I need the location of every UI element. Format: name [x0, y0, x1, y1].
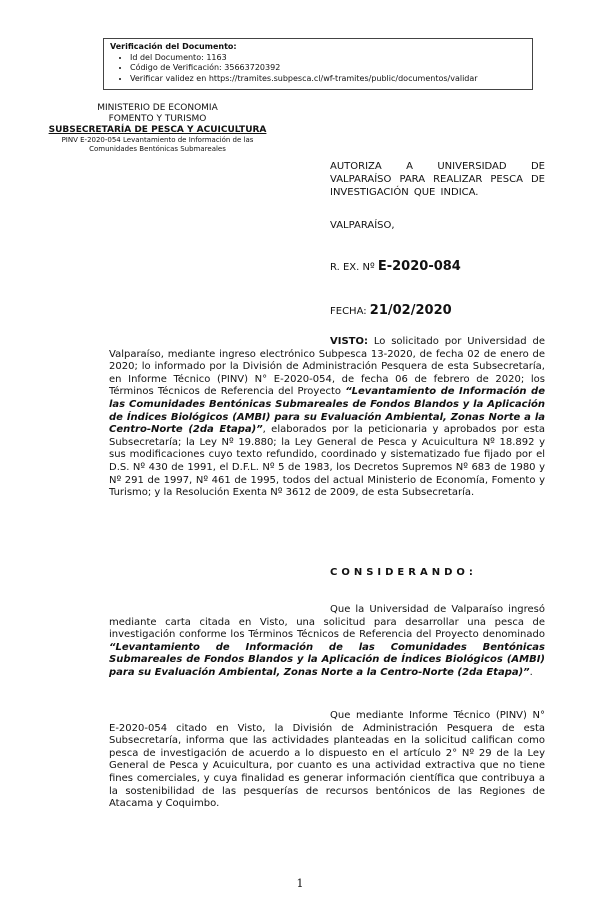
place: VALPARAÍSO,	[330, 220, 395, 231]
p2-text1: Que la Universidad de Valparaíso ingresó mediante carta citada en Visto, una solicitud para desarrollar una pesca de investigación conforme los Términos Técnicos de Referencia del Proyecto denominado	[109, 604, 545, 641]
considerando-heading: CONSIDERANDO:	[330, 567, 477, 578]
resolution-number-line	[330, 259, 461, 274]
verification-list	[110, 53, 526, 85]
p2-project: “Levantamiento de Información de las Comunidades Bentónicas Submareales de Fondos Blandos y la Aplicación de Índices Biológicos (AMBI) para su Evaluación Ambiental, Zonas Norte a la Centro-Norte (2da Etapa)”	[109, 641, 545, 678]
subsecretaria-name: SUBSECRETARÍA DE PESCA Y ACUICULTURA	[48, 125, 267, 135]
visto-lead: VISTO:	[330, 336, 368, 347]
resolution-number: E-2020-084	[377, 259, 461, 274]
pinv-line1: PINV E-2020-054 Levantamiento de Información de las	[61, 136, 254, 144]
p2-text2: .	[529, 666, 533, 678]
verification-id: • Id del Documento: 1163	[130, 53, 526, 64]
ministry-line1: MINISTERIO DE ECONOMIA	[97, 103, 218, 113]
verification-box	[103, 38, 533, 90]
considerando-paragraph-1	[109, 604, 545, 680]
ministry-line2: FOMENTO Y TURISMO	[108, 114, 207, 124]
ministry-header	[20, 103, 295, 154]
date-value: 21/02/2020	[369, 303, 452, 318]
visto-project: “Levantamiento de Información de las Comunidades Bentónicas Submareales de Fondos Blandos y la Aplicación de Índices Biológicos (AMBI) para su Evaluación Ambiental, Zonas Norte a la Centro-Norte (2da Etapa)”	[109, 386, 545, 436]
page-number: 1	[296, 877, 304, 890]
visto-text2: , elaborados por la peticionaria y aprobados por esta Subsecretaría; la Ley Nº 19.880; la Ley General de Pesca y Acuicultura Nº 18.892 y sus modificaciones cuyo texto refundido, coordinado y sistematizado fue fijado por el D.S. Nº 430 de 1991, el D.F.L. Nº 5 de 1983, los Decretos Supremos Nº 683 de 1980 y Nº 291 de 1997, Nº 461 de 1995, todos del actual Ministerio de Economía, Fomento y Turismo; y la Resolución Exenta Nº 3612 de 2009, de esta Subsecretaría.	[109, 424, 545, 499]
verification-title: Verificación del Documento:	[110, 42, 237, 51]
resolution-label: R. EX. Nº	[330, 262, 375, 273]
visto-text1: Lo solicitado por Universidad de Valparaíso, mediante ingreso electrónico Subpesca 13-2020, de fecha 02 de enero de 2020; lo informado por la División de Administración Pesquera de esta Subsecretaría, en Informe Técnico (PINV) N° E-2020-054, de fecha 06 de febrero de 2020; los Términos Técnicos de Referencia del Proyecto	[109, 336, 545, 398]
date-line	[330, 303, 452, 318]
date-label: FECHA:	[330, 306, 367, 317]
verification-url[interactable]: • Verificar validez en https://tramites.subpesca.cl/wf-tramites/public/documentos/validar	[130, 74, 526, 85]
pinv-line2: Comunidades Bentónicas Submareales	[89, 145, 226, 153]
verification-code: • Código de Verificación: 35663720392	[130, 63, 526, 74]
considerando-paragraph-2: Que mediante Informe Técnico (PINV) N° E-2020-054 citado en Visto, la División de Administración Pesquera de esta Subsecretaría, informa que las actividades planteadas en la solicitud califican como pesca de investigación de acuerdo a lo dispuesto en el artículo 2° Nº 29 de la Ley General de Pesca y Acuicultura, por cuanto es una actividad extractiva que no tiene fines comerciales, y cuya finalidad es generar información científica que contribuya a la sostenibilidad de las pesquerías de recursos bentónicos de las Regiones de Atacama y Coquimbo.	[109, 710, 545, 810]
visto-paragraph	[109, 336, 545, 500]
resolution-title: AUTORIZA A UNIVERSIDAD DE VALPARAÍSO PARA REALIZAR PESCA DE INVESTIGACIÓN QUE INDICA.	[330, 161, 545, 198]
